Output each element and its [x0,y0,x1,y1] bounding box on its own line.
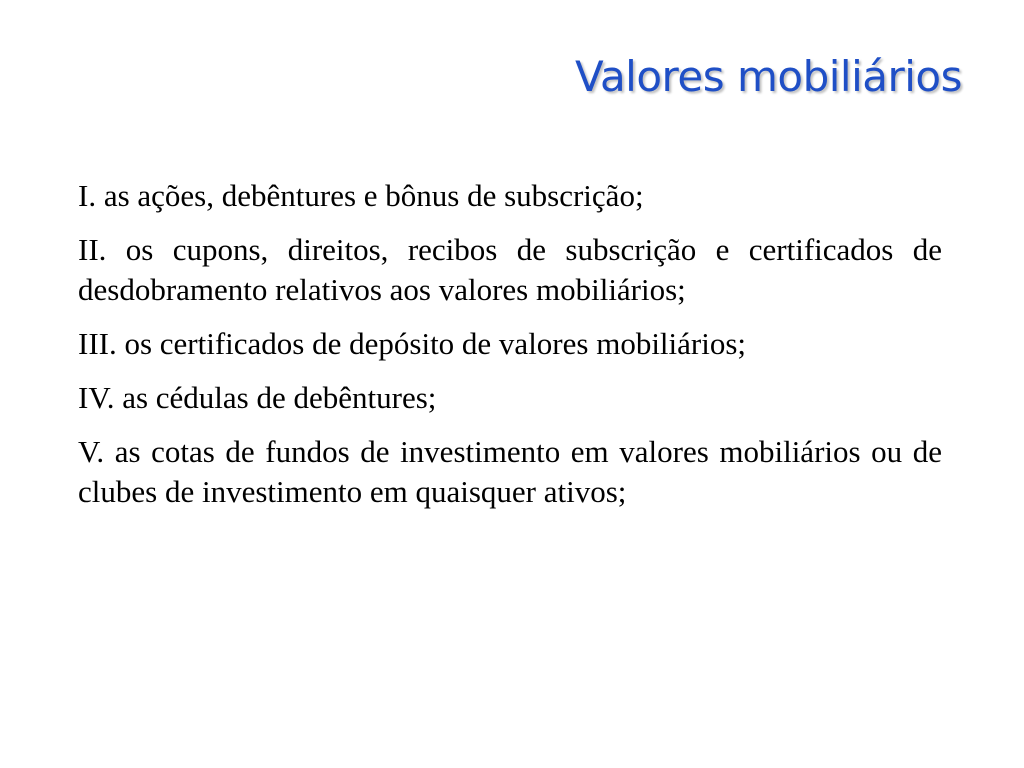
item-list [78,176,942,526]
slide-title: Valores mobiliários [574,52,962,101]
list-item: III. os certificados de depósito de valores mobiliários; [78,326,747,361]
list-item: II. os cupons, direitos, recibos de subscrição e certificados de desdobramento relativos aos valores mobiliários; [78,232,942,307]
list-item: I. as ações, debêntures e bônus de subscrição; [78,178,644,213]
list-item: IV. as cédulas de debêntures; [78,380,437,415]
list-item: V. as cotas de fundos de investimento em valores mobiliários ou de clubes de investimento em quaisquer ativos; [78,434,942,509]
